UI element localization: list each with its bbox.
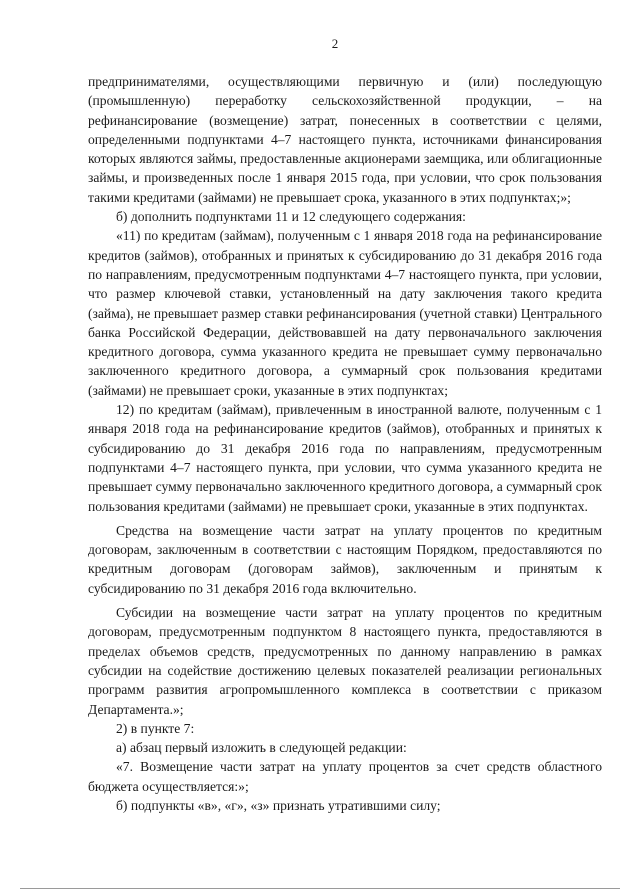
paragraph-item-b-repeal: б) подпункты «в», «г», «з» признать утратившими силу; xyxy=(116,797,441,813)
paragraph-subitem-11: «11) по кредитам (займам), полученным с 1 января 2018 года на рефинансирование кредитов (займов), отобранных и принятых к субсидированию до 31 декабря 2016 года по направлениям, предусмотренным подпунктами 4–7 настоящего пункта, при условии, что размер ключевой ставки, установленный на дату заключения такого кредита (займа), не превышает размер ставки рефинансирования (учетной ставки) Центрального банка Российской Федерации, действовавшей на дату первоначального заключения кредитного договора, сумма указанного кредита не превышает сумму первоначально заключенного кредитного договора, а суммарный срок пользования кредитами (займами) не превышает сроки, указанные в этих подпунктах; xyxy=(88,228,602,398)
paragraph-continuation: предпринимателями, осуществляющими первичную и (или) последующую (промышленную) переработку сельскохозяйственной продукции, – на рефинансирование (возмещение) затрат, понесенных в соответствии с целями, определенными подпунктами 4–7 настоящего пункта, источниками финансирования которых являются займы, предоставленные акционерами заемщика, или облигационные займы, и произведенных после 1 января 2015 года, при условии, что срок пользования такими кредитами (займами) не превышает срока, указанного в этих подпунктах;»; xyxy=(88,74,602,205)
page-number: 2 xyxy=(331,36,339,51)
paragraph-subitem-12: 12) по кредитам (займам), привлеченным в иностранной валюте, полученным с 1 января 2018 года на рефинансирование кредитов (займов), отобранных и принятых к субсидированию до 31 декабря 2016 года по направлениям, предусмотренным подпунктами 4–7 настоящего пункта, при условии, что сумма указанного кредита не превышает сумму первоначально заключенного кредитного договора, а суммарный срок пользования кредитами (займами) не превышает сроки, указанные в этих подпунктах. xyxy=(88,402,602,514)
paragraph-item-a: а) абзац первый изложить в следующей редакции: xyxy=(116,740,407,756)
page-bottom-rule xyxy=(20,888,620,889)
paragraph-subsidies: Субсидии на возмещение части затрат на уплату процентов по кредитным договорам, предусмотренным подпунктом 8 настоящего пункта, предоставляются в пределах объемов средств, предусмотренных по данному направлению в рамках субсидии на содействие достижению целевых показателей реализации региональных программ развития агропромышленного комплекса в соответствии с приказом Департамента.»; xyxy=(88,605,602,717)
paragraph-funds: Средства на возмещение части затрат на уплату процентов по кредитным договорам, заключенным в соответствии с настоящим Порядком, предоставляются по кредитным договорам (договорам займов), заключенным и принятым к субсидированию по 31 декабря 2016 года включительно. xyxy=(88,522,602,596)
paragraph-point-7: 2) в пункте 7: xyxy=(116,720,195,736)
paragraph-item-b: б) дополнить подпунктами 11 и 12 следующего содержания: xyxy=(116,209,466,225)
document-body xyxy=(88,72,602,815)
paragraph-quote-7: «7. Возмещение части затрат на уплату процентов за счет средств областного бюджета осуществляется:»; xyxy=(88,759,602,794)
